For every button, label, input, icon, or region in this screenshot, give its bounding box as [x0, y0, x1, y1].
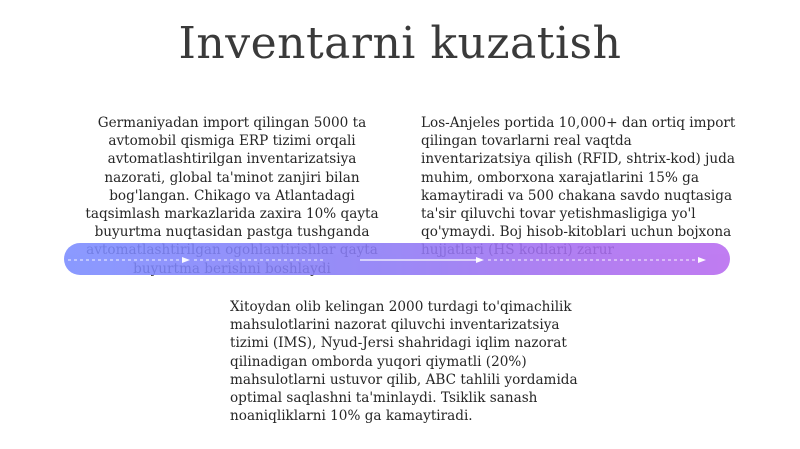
timeline-arrow-graphic [64, 243, 730, 275]
text-block-china: Xitoydan olib kelingan 2000 turdagi to'qimachilik mahsulotlarini nazorat qiluvchi inventarizatsiya tizimi (IMS), Nyud-Jersi shahridagi iqlim nazorat qilinadigan omborda yuqori qiymatli (20%) mahsulotlarni ustuvor qilib, ABC tahlili yordamida optimal saqlashni ta'minlaydi. Tsiklik sanash noaniqliklarni 10% ga kamaytiradi. [230, 299, 578, 425]
text-block-germany: Germaniyadan import qilingan 5000 ta avtomobil qismiga ERP tizimi orqali avtomatlashtirilgan inventarizatsiya nazorati, global ta'minot zanjiri bilan bog'langan. Chikago va Atlantadagi taqsimlash markazlarida zaxira 10% qayta buyurtma nuqtasidan pastga tushganda [85, 115, 379, 241]
arrowhead-icon [476, 257, 484, 263]
arrowhead-icon [698, 257, 706, 263]
text-block-los-angeles: Los-Anjeles portida 10,000+ dan ortiq import qilingan tovarlarni real vaqtda inventarizatsiya qilish (RFID, shtrix-kod) juda muhim, omborxona xarajatlarini 15% ga kamaytiradi va 500 chakana savdo nuqtasiga ta'sir qiluvchi tovar yetishmasligiga yo'l qo'ymaydi. Boj hisob-kitoblari uchun bojxona [421, 115, 736, 241]
timeline-arrow-band [64, 243, 730, 275]
page-title: Inventarni kuzatish [178, 18, 622, 69]
arrowhead-icon [182, 257, 190, 263]
